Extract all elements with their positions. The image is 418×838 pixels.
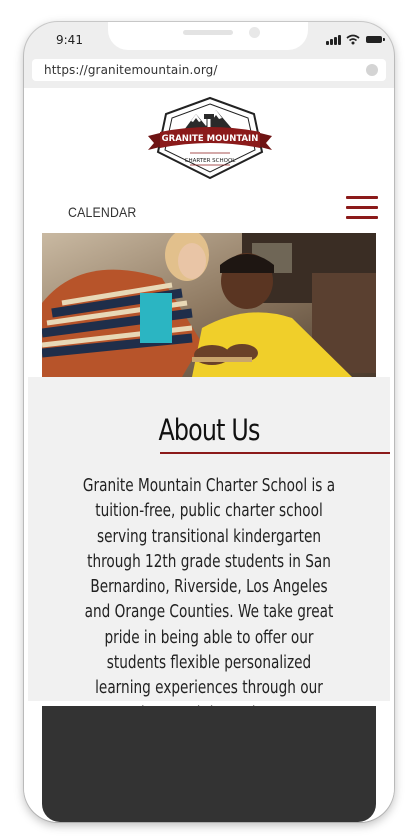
about-section: [28, 377, 390, 701]
phone-notch: [108, 22, 308, 50]
hero-image: [42, 233, 376, 377]
dark-footer-section: [42, 706, 376, 822]
close-icon[interactable]: [366, 64, 378, 76]
status-time: 9:41: [56, 33, 83, 47]
signal-icon: [326, 35, 342, 45]
address-bar[interactable]: [32, 59, 386, 81]
wifi-icon: [346, 34, 360, 45]
logo-text-line1: GRANITE MOUNTAIN: [161, 134, 259, 144]
about-heading: About Us: [158, 413, 260, 447]
hamburger-menu-icon[interactable]: [346, 196, 378, 220]
about-paragraph: Granite Mountain Charter School is a tuition-free, public charter school serving transitional kindergarten through 12th grade students in San Bernardino, Riverside, Los Angeles and Orange Counties. We take great pride in being able to offer our students flexible personalized learning experiences through our: [82, 476, 336, 699]
nav-link-calendar[interactable]: CALENDAR: [68, 204, 137, 220]
speaker: [183, 30, 233, 35]
phone-frame: [24, 22, 394, 822]
camera: [249, 27, 260, 38]
heading-underline: [160, 452, 390, 454]
web-page: [24, 88, 394, 822]
school-logo[interactable]: [144, 96, 276, 180]
battery-icon: [366, 36, 382, 43]
url-text[interactable]: https://granitemountain.org/: [44, 63, 218, 77]
status-bar: [24, 22, 394, 56]
logo-text-line2: CHARTER SCHOOL: [184, 158, 236, 164]
